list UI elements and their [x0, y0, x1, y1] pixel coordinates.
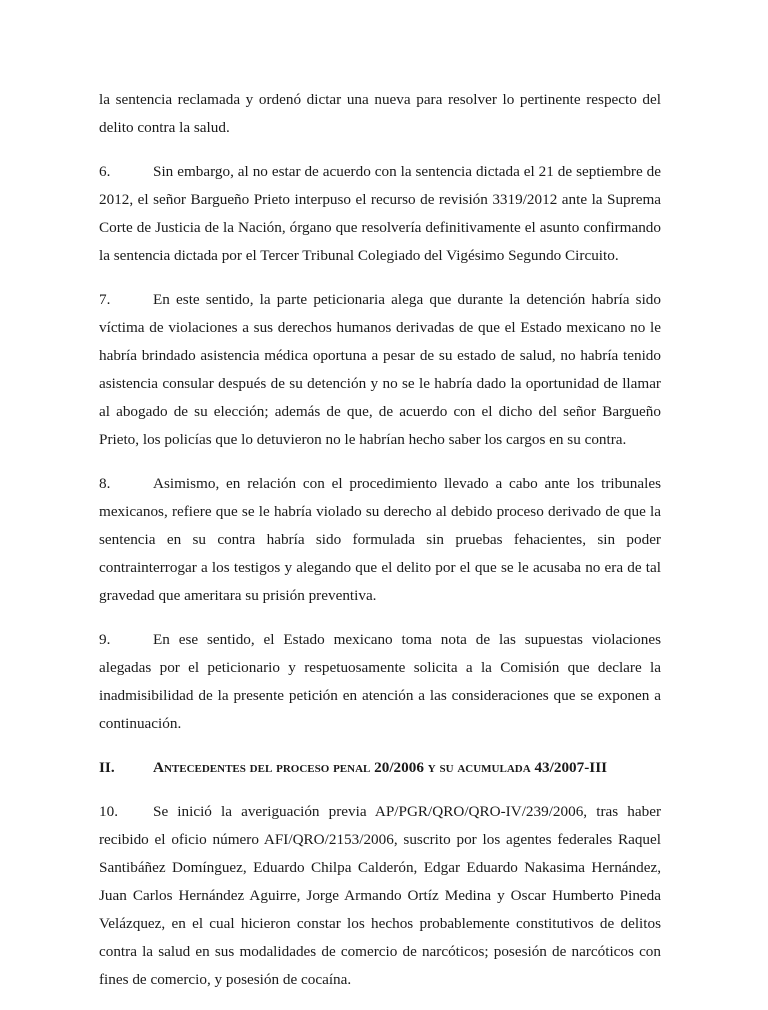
document-page: [99, 86, 661, 1010]
section-title: Antecedentes del proceso penal 20/2006 y su acumulada 43/2007-III: [153, 759, 608, 776]
paragraph-7: [99, 286, 661, 454]
paragraph-text: Se inició la averiguación previa AP/PGR/QRO/QRO-IV/239/2006, tras haber recibido el oficio número AFI/QRO/2153/2006, suscrito por los agentes federales Raquel Santibáñez Domínguez, Eduardo Chilpa Calderón, Edgar Eduardo Nakasima Hernández, Juan Carlos Hernández Aguirre, Jorge Armando Ortíz Medina y Oscar Humberto Pineda Velázquez, en el cual hicieron constar los hechos probablemente constitutivos de delitos contra la salud en sus modalidades de comercio de narcóticos; posesión de narcóticos con fines de comercio, y posesión de cocaína.: [99, 803, 661, 988]
paragraph-number: 9.: [99, 631, 111, 648]
paragraph-text: Sin embargo, al no estar de acuerdo con la sentencia dictada el 21 de septiembre de 2012, el señor Bargueño Prieto interpuso el recurso de revisión 3319/2012 ante la Suprema Corte de Justicia de la Nación, órgano que resolvería definitivamente el asunto confirmando la sentencia dictada por el Tercer Tribunal Colegiado del Vigésimo Segundo Circuito.: [99, 163, 661, 264]
section-heading: [99, 754, 661, 782]
paragraph-number: 6.: [99, 163, 111, 180]
paragraph-8: [99, 470, 661, 610]
paragraph-number: 7.: [99, 291, 111, 308]
paragraph-number: 10.: [99, 803, 118, 820]
paragraph-10: [99, 798, 661, 994]
paragraph-number: 8.: [99, 475, 111, 492]
paragraph-9: [99, 626, 661, 738]
paragraph-text: En ese sentido, el Estado mexicano toma nota de las supuestas violaciones alegadas por el peticionario y respetuosamente solicita a la Comisión que declare la inadmisibilidad de la presente petición en atención a las consideraciones que se exponen a continuación.: [99, 631, 661, 732]
paragraph-text: Asimismo, en relación con el procedimiento llevado a cabo ante los tribunales mexicanos, refiere que se le habría violado su derecho al debido proceso derivado de que la sentencia en su contra habría sido formulada sin pruebas fehacientes, sin poder contrainterrogar a los testigos y alegando que el delito por el que se le acusaba no era de tal gravedad que ameritara su prisión preventiva.: [99, 475, 661, 604]
paragraph-6: [99, 158, 661, 270]
intro-paragraph: la sentencia reclamada y ordenó dictar una nueva para resolver lo pertinente respecto del delito contra la salud.: [99, 91, 661, 136]
section-number: II.: [99, 759, 115, 776]
paragraph-text: En este sentido, la parte peticionaria alega que durante la detención habría sido víctima de violaciones a sus derechos humanos derivadas de que el Estado mexicano no le habría brindado asistencia médica oportuna a pesar de su estado de salud, no habría tenido asistencia consular después de su detención y no se le habría dado la oportunidad de llamar al abogado de su elección; además de que, de acuerdo con el dicho del señor Bargueño Prieto, los policías que lo detuvieron no le habrían hecho saber los cargos en su contra.: [99, 291, 661, 448]
